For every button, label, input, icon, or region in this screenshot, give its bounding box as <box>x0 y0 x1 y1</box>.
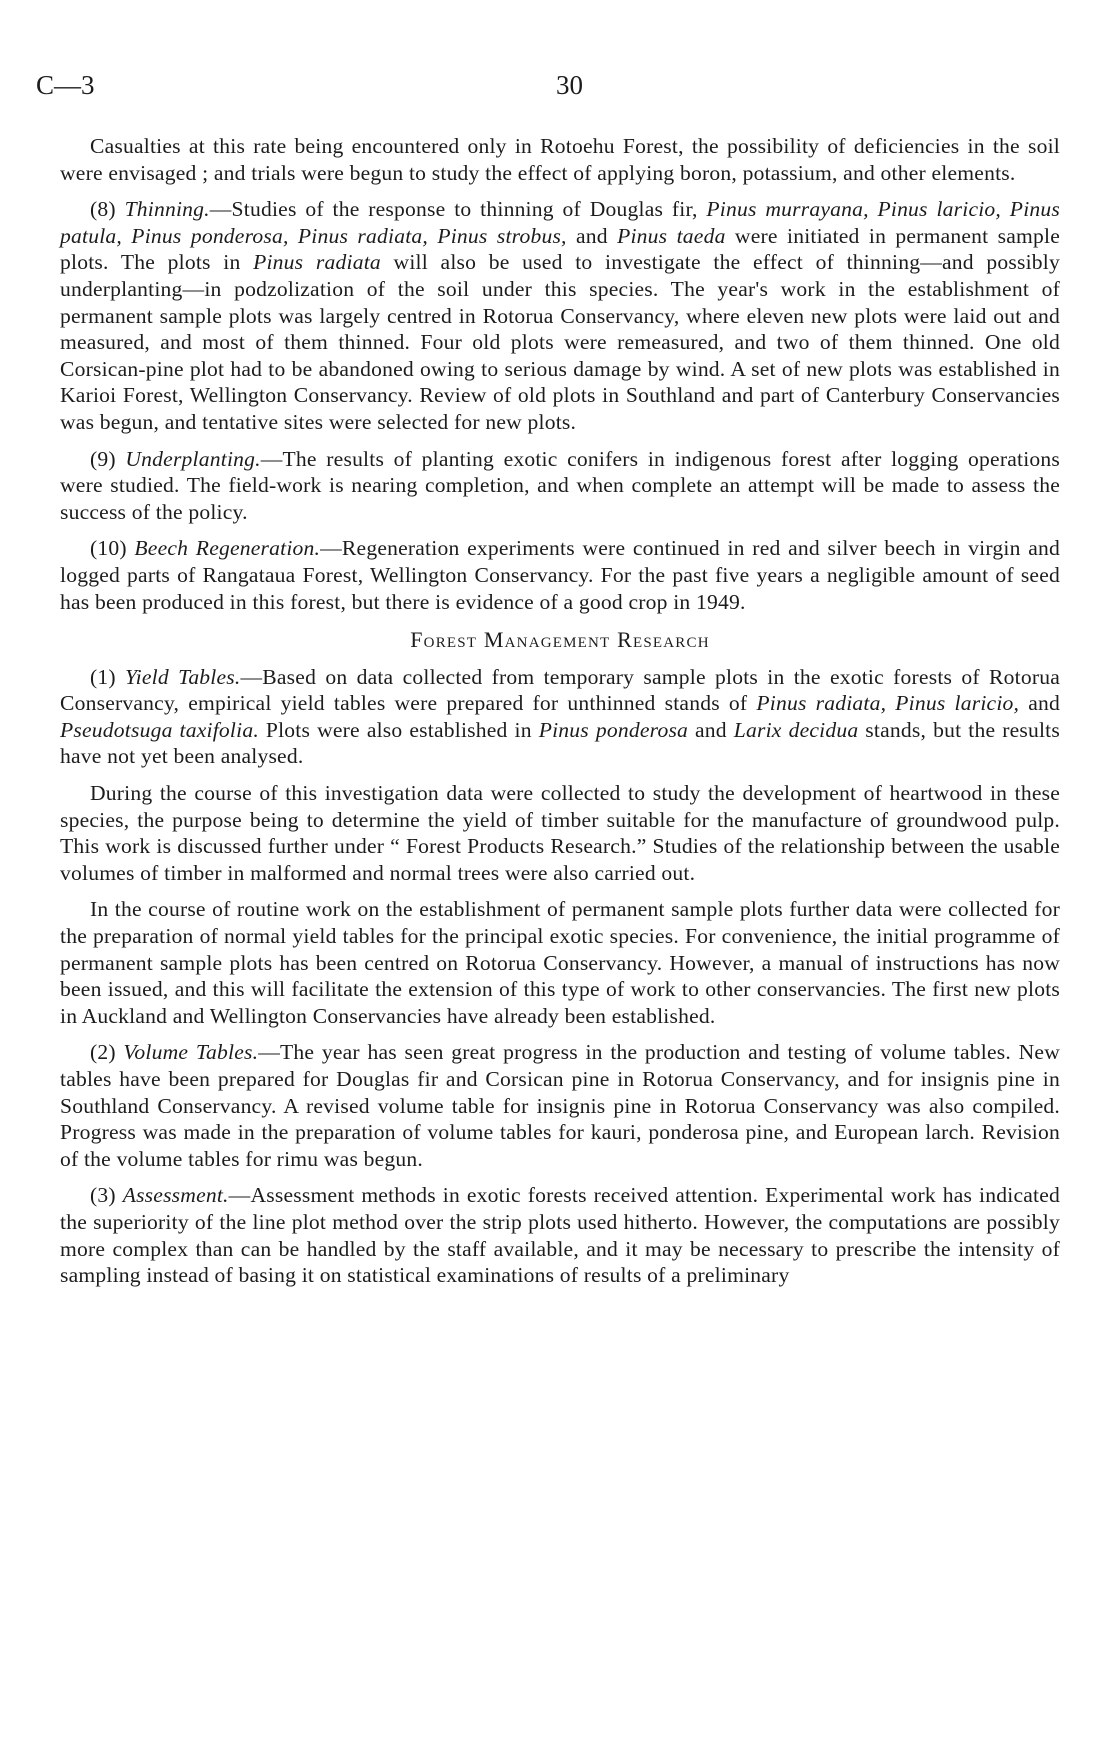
paragraph-text: Plots were also established in <box>258 717 539 742</box>
item-number: (1) <box>90 664 126 689</box>
paragraph-thinning <box>60 196 1060 435</box>
page-header <box>36 70 1050 110</box>
paragraph-label: Volume Tables. <box>123 1040 259 1065</box>
item-number: (2) <box>90 1040 124 1065</box>
paragraph-label: Yield Tables. <box>125 664 241 689</box>
species-names: Pinus radiata, Pinus laricio, <box>756 691 1020 716</box>
paragraph-label: Assessment. <box>122 1183 229 1208</box>
item-number: (9) <box>90 446 126 471</box>
paragraph-text: stands, but the results have not yet been analysed. <box>60 717 1060 769</box>
paragraph-underplanting <box>60 446 1060 526</box>
item-number: (3) <box>90 1183 123 1208</box>
species-name: Pinus radiata <box>253 250 381 275</box>
paragraph-text: and <box>1019 691 1060 716</box>
paragraph-yield-tables <box>60 664 1060 770</box>
paragraph-text: —The results of planting exotic conifers in indigenous forest after logging operations were studied. The field-work is nearing completion, and when complete an attempt will be made to assess the success of the policy. <box>60 446 1060 524</box>
species-name: Pinus ponderosa <box>538 717 689 742</box>
paragraph-heartwood: During the course of this investigation data were collected to study the development of heartwood in these species, the purpose being to determine the yield of timber suitable for the manufacture of groundwood pulp. This work is discussed further under “ Forest Products Research.” Studies of the relationship between the usable volumes of timber in malformed and normal trees were also carried out. <box>60 781 1060 885</box>
paragraph-label: Underplanting. <box>125 446 261 471</box>
paragraph-text: were initiated in permanent sample plots. The plots in <box>60 223 1061 275</box>
paragraph-text: will also be used to investigate the effect of thinning—and possibly underplanting—in podzolization of the soil under this species. The year's work in the establishment of permanent sample plots was largely centred in Rotorua Conservancy, where eleven new plots were laid out and measured, and most of them thinned. Four old plots were remeasured, and two of them thinned. One old Corsican-pine plot had to be abandoned owing to serious damage by wind. A set of new plots was established in Karioi Forest, Wellington Conservancy. Review of old plots in Southland and part of Canterbury Conservancies was begun, and tentative sites were selected for new plots. <box>60 250 1060 434</box>
paragraph-text: —The year has seen great progress in the production and testing of volume tables. New tables have been prepared for Douglas fir and Corsican pine in Rotorua Conservancy, and for insignis pine in Southland Conservancy. A revised volume table for insignis pine in Rotorua Conservancy was also compiled. Progress was made in the preparation of volume tables for kauri, ponderosa pine, and European larch. Revision of the volume tables for rimu was begun. <box>60 1040 1060 1171</box>
paragraph-text: —Based on data collected from temporary sample plots in the exotic forests of Rotorua Conservancy, empirical yield tables were prepared for unthinned stands of <box>60 664 1060 716</box>
paragraph-label: Beech Regeneration. <box>134 536 321 561</box>
item-number: (8) <box>90 197 125 222</box>
paragraph-label: Thinning. <box>124 197 210 222</box>
paragraph-text: —Assessment methods in exotic forests received attention. Experimental work has indicated the superiority of the line plot method over the strip plots used hitherto. However, the computations are possibly more complex than can be handled by the staff available, and it may be necessary to prescribe the intensity of sampling instead of basing it on statistical examinations of results of a preliminary <box>60 1183 1060 1288</box>
species-name: Larix decidua <box>733 717 859 742</box>
paragraph-routine-work: In the course of routine work on the establishment of permanent sample plots further data were collected for the preparation of normal yield tables for the principal exotic species. For convenience, the initial programme of permanent sample plots has been centred on Rotorua Conservancy. However, a manual of instructions has now been issued, and this will facilitate the extension of this type of work to other conservancies. The first new plots in Auckland and Wellington Conservancies have already been established. <box>60 897 1060 1028</box>
paragraph-beech-regeneration <box>60 535 1060 615</box>
paragraph-text: and <box>566 223 618 248</box>
species-name: Pseudotsuga taxifolia. <box>60 717 259 742</box>
paragraph-casualties: Casualties at this rate being encountered only in Rotoehu Forest, the possibility of deficiencies in the soil were envisaged ; and trials were begun to study the effect of applying boron, potassium, and other elements. <box>60 134 1060 185</box>
species-names: Pinus murrayana, Pinus laricio, Pinus patula, Pinus ponderosa, Pinus radiata, Pinus strobus, <box>60 197 1060 248</box>
item-number: (10) <box>90 536 135 561</box>
paragraph-assessment <box>60 1182 1060 1288</box>
paragraph-text: and <box>688 717 734 742</box>
species-name: Pinus taeda <box>617 223 726 248</box>
paragraph-text: —Regeneration experiments were continued in red and silver beech in virgin and logged parts of Rangataua Forest, Wellington Conservancy. For the past five years a negligible amount of seed has been produced in this forest, but there is evidence of a good crop in 1949. <box>60 536 1060 614</box>
document-code: C—3 <box>36 70 95 100</box>
page-number: 30 <box>556 70 583 100</box>
paragraph-volume-tables <box>60 1039 1060 1172</box>
body-text <box>60 133 1060 1299</box>
section-heading: Forest Management Research <box>410 627 710 653</box>
paragraph-text: —Studies of the response to thinning of Douglas fir, <box>209 197 707 222</box>
